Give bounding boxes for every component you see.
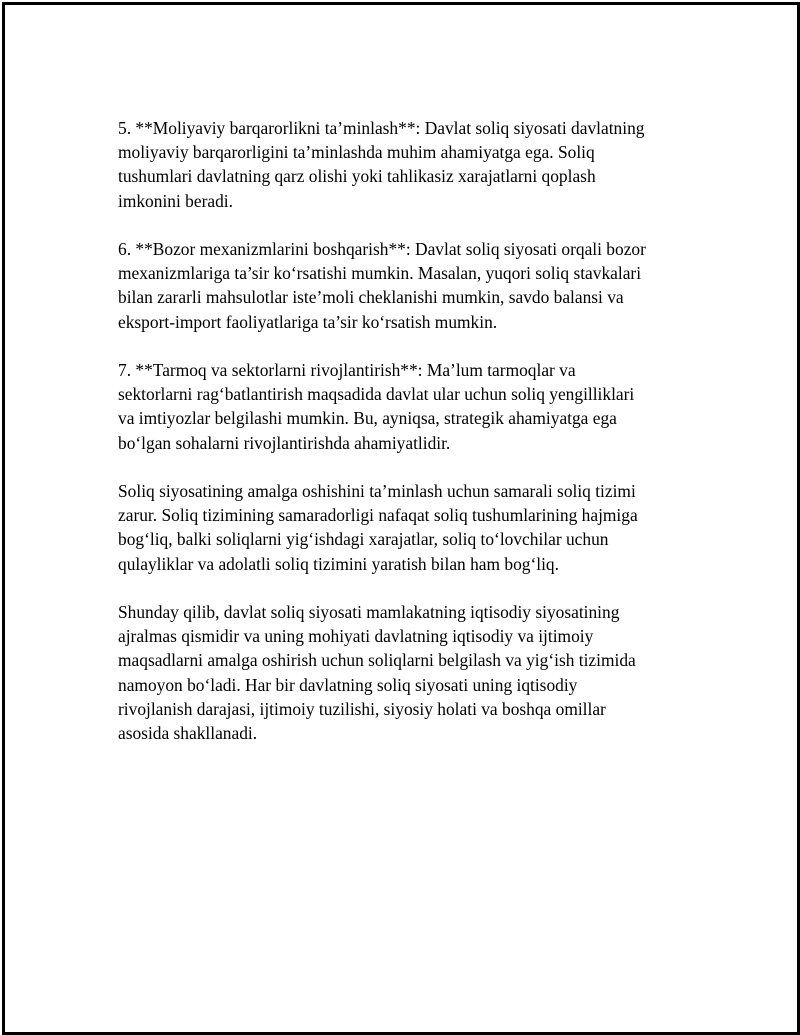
paragraph-conclusion: Shunday qilib, davlat soliq siyosati mamlakatning iqtisodiy siyosatining ajralmas qismidir va uning mohiyati davlatning iqtisodiy va ijtimoiy maqsadlarni amalga oshirish uchun soliqlarni belgilash va yig‘ish tizimida namoyon bo‘ladi. Har bir davlatning soliq siyosati uning iqtisodiy rivojlanish darajasi, ijtimoiy tuzilishi, siyosiy holati va boshqa omillar asosida shakllanadi. [118,602,636,744]
document-body [118,116,684,769]
paragraph-sector-development: 7. **Tarmoq va sektorlarni rivojlantirish**: Ma’lum tarmoqlar va sektorlarni rag‘batlantirish maqsadida davlat ular uchun soliq yengilliklari va imtiyozlar belgilashi mumkin. Bu, ayniqsa, strategik ahamiyatga ega bo‘lgan sohalarni rivojlantirishda ahamiyatlidir. [118,360,635,453]
paragraph-tax-system-efficiency: Soliq siyosatining amalga oshishini ta’minlash uchun samarali soliq tizimi zarur. Soliq tizimining samaradorligi nafaqat soliq tushumlarining hajmiga bog‘liq, balki soliqlarni yig‘ishdagi xarajatlar, soliq to‘lovchilar uchun qulayliklar va adolatli soliq tizimini yaratish bilan ham bog‘liq. [118,481,638,574]
paragraph-financial-stability: 5. **Moliyaviy barqarorlikni ta’minlash**: Davlat soliq siyosati davlatning moliyaviy barqarorligini ta’minlashda muhim ahamiyatga ega. Soliq tushumlari davlatning qarz olishi yoki tahlikasiz xarajatlarni qoplash imkonini beradi. [118,118,645,211]
paragraph-market-mechanisms: 6. **Bozor mexanizmlarini boshqarish**: Davlat soliq siyosati orqali bozor mexanizmlariga ta’sir ko‘rsatishi mumkin. Masalan, yuqori soliq stavkalari bilan zararli mahsulotlar iste’moli cheklanishi mumkin, savdo balansi va eksport-import faoliyatlariga ta’sir ko‘rsatish mumkin. [118,239,646,332]
